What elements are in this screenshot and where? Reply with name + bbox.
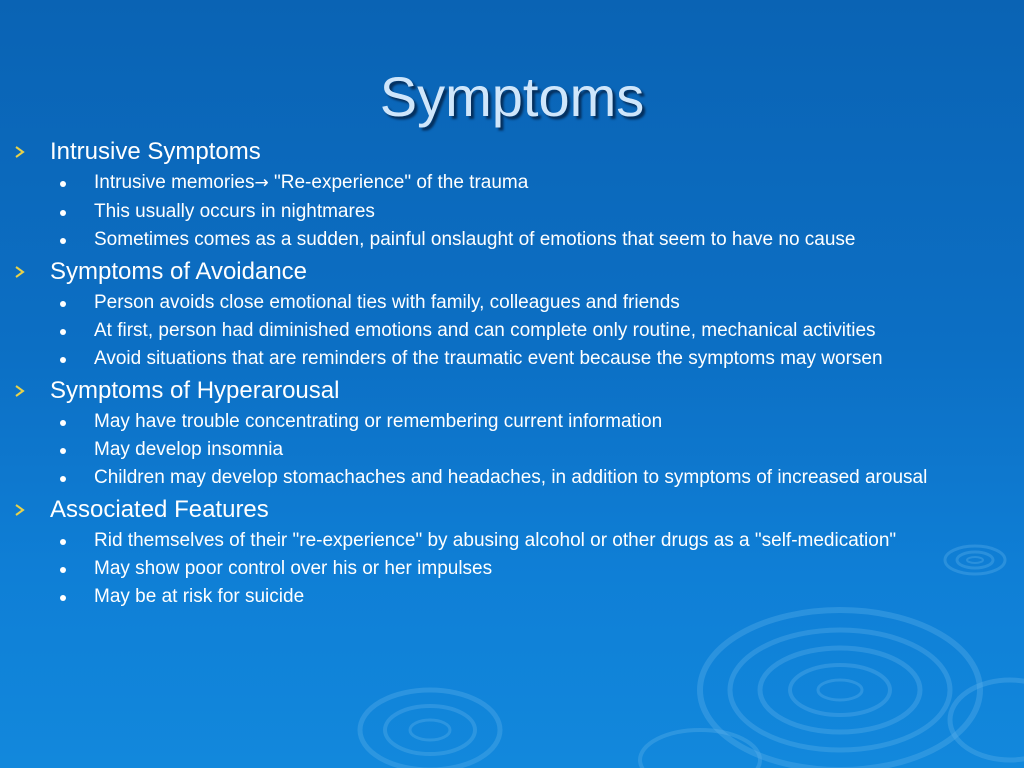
section-hyperarousal: [14, 376, 1014, 491]
slide-title: Symptoms: [379, 65, 645, 128]
section-heading-text: Intrusive Symptoms: [50, 138, 261, 165]
section-heading: [14, 495, 1014, 524]
slide-content: [14, 133, 1014, 610]
section-heading-text: Symptoms of Avoidance: [50, 258, 308, 285]
list-item: [14, 344, 1014, 372]
chevron-right-icon: [14, 495, 34, 516]
list-item-text: Sometimes comes as a sudden, painful onslaught of emotions that seem to have no cause: [94, 229, 856, 250]
list-item: [14, 435, 1014, 463]
section-heading: [14, 257, 1014, 286]
bullet-dot-icon: [60, 301, 66, 307]
section-heading-text: Symptoms of Hyperarousal: [50, 377, 340, 404]
list-item-text: Intrusive memories: [94, 172, 255, 193]
list-item-text: At first, person had diminished emotions and can complete only routine, mechanical activities: [94, 320, 876, 341]
bullet-dot-icon: [60, 181, 66, 187]
bullet-dot-icon: [60, 595, 66, 601]
bullet-dot-icon: [60, 210, 66, 216]
chevron-right-icon: [14, 376, 34, 397]
list-item: [14, 463, 1014, 491]
section-intrusive-symptoms: [14, 137, 1014, 253]
section-associated-features: [14, 495, 1014, 610]
chevron-right-icon: [14, 257, 34, 278]
bullet-dot-icon: [60, 476, 66, 482]
list-item-text: This usually occurs in nightmares: [94, 201, 375, 222]
list-item: [14, 526, 1014, 554]
list-item: [14, 225, 1014, 253]
list-item-text: May have trouble concentrating or remembering current information: [94, 411, 663, 432]
list-item-text: Person avoids close emotional ties with family, colleagues and friends: [94, 292, 680, 313]
bullet-dot-icon: [60, 420, 66, 426]
bullet-dot-icon: [60, 448, 66, 454]
chevron-right-icon: [14, 137, 34, 158]
list-item: [14, 582, 1014, 610]
list-item: [14, 407, 1014, 435]
bullet-dot-icon: [60, 357, 66, 363]
list-item: [14, 316, 1014, 344]
list-item: [14, 288, 1014, 316]
list-item: [14, 554, 1014, 582]
bullet-dot-icon: [60, 567, 66, 573]
list-item-text: May be at risk for suicide: [94, 586, 305, 607]
bullet-list: [14, 526, 1014, 610]
list-item-text: Children may develop stomachaches and headaches, in addition to symptoms of increased arousal: [94, 467, 928, 488]
list-item-text: May develop insomnia: [94, 439, 284, 460]
bullet-dot-icon: [60, 238, 66, 244]
list-item: [14, 197, 1014, 225]
bullet-dot-icon: [60, 539, 66, 545]
bullet-list: [14, 168, 1014, 253]
section-avoidance: [14, 257, 1014, 372]
list-item-text: Avoid situations that are reminders of the traumatic event because the symptoms may worsen: [94, 348, 883, 369]
list-item-text: "Re-experience" of the trauma: [268, 172, 529, 193]
section-heading: [14, 137, 1014, 166]
section-heading: [14, 376, 1014, 405]
list-item-text: May show poor control over his or her impulses: [94, 558, 493, 579]
bullet-dot-icon: [60, 329, 66, 335]
arrow-right-icon: →: [254, 173, 269, 193]
list-item: [14, 168, 1014, 197]
bullet-list: [14, 407, 1014, 491]
bullet-list: [14, 288, 1014, 372]
section-heading-text: Associated Features: [50, 496, 269, 523]
list-item-text: Rid themselves of their "re-experience" by abusing alcohol or other drugs as a "self-medication": [94, 530, 897, 551]
